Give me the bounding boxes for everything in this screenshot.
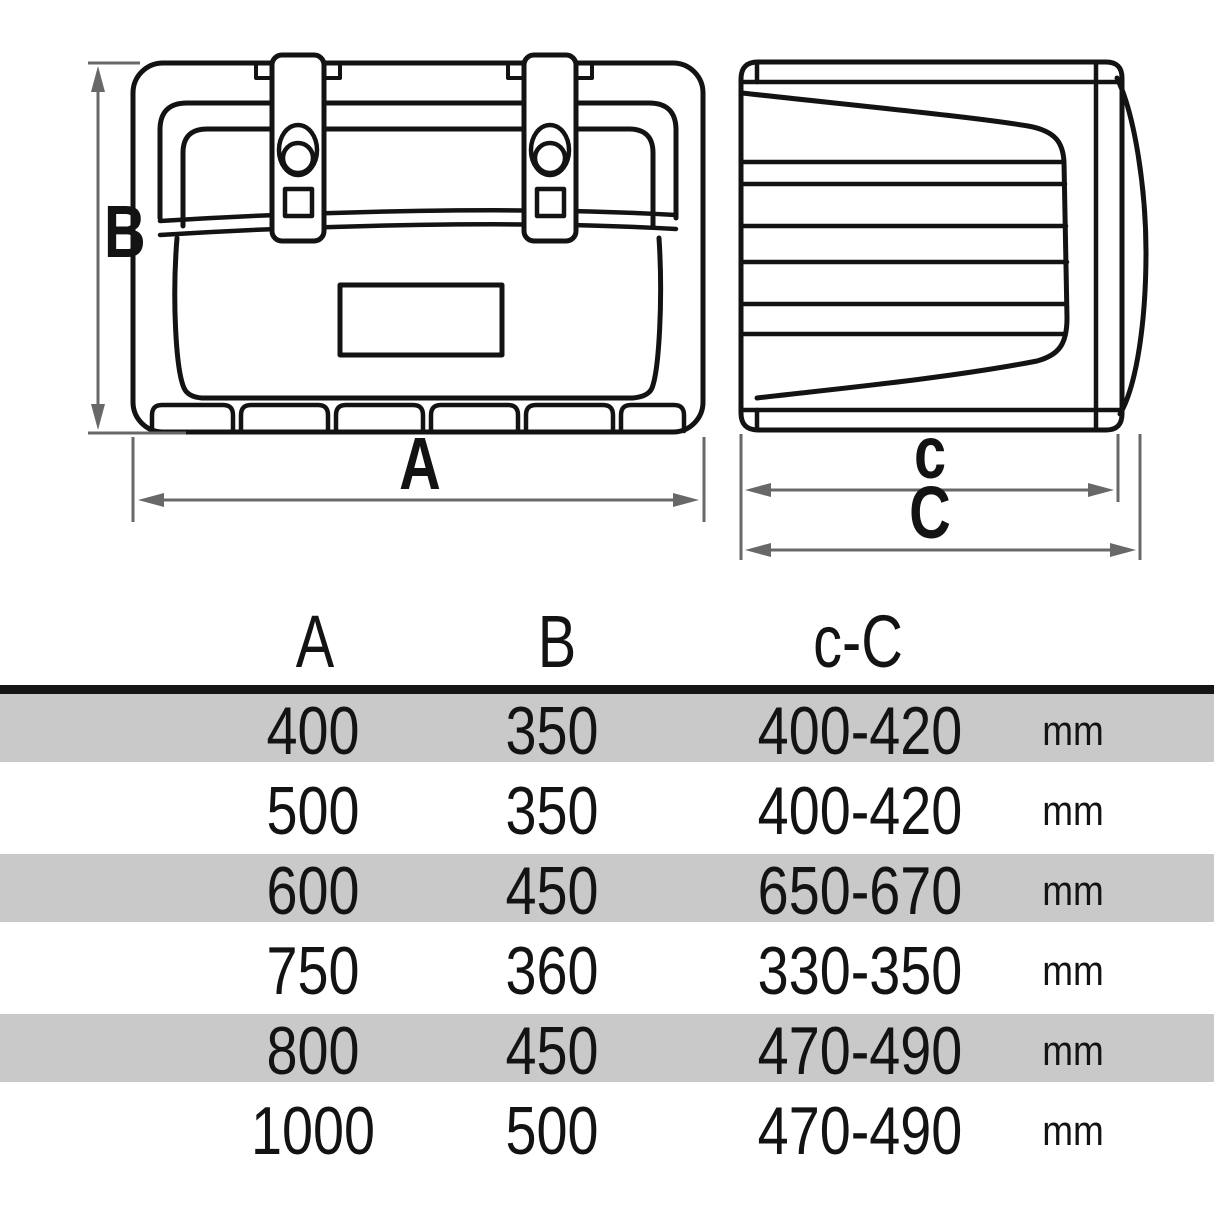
cell-unit: mm	[1042, 787, 1104, 834]
arrowhead	[91, 404, 105, 430]
cell-height: 350	[505, 773, 599, 849]
cell-height: 350	[505, 693, 599, 769]
buckle-square	[537, 189, 564, 216]
arrowhead	[91, 66, 105, 92]
cell-depth-range: 650-670	[757, 853, 963, 929]
cell-depth-range: 400-420	[757, 693, 963, 769]
cell-unit: mm	[1042, 1027, 1104, 1074]
cell-depth-range: 470-490	[757, 1093, 963, 1169]
cell-unit: mm	[1042, 707, 1104, 754]
cell-height: 500	[505, 1093, 599, 1169]
cell-width: 750	[266, 933, 360, 1009]
row-stripe	[0, 1014, 1214, 1082]
cell-height: 450	[505, 1013, 599, 1089]
table-row	[0, 694, 1214, 774]
arrowhead	[673, 493, 699, 507]
cell-width: 800	[266, 1013, 360, 1089]
strap-right	[524, 55, 576, 241]
arrowhead	[1110, 543, 1136, 557]
technical-drawing	[0, 0, 1214, 600]
arrowhead	[745, 483, 771, 497]
outer-depth-dimension-label: C	[909, 472, 951, 555]
cell-width: 500	[266, 773, 360, 849]
table-row	[0, 854, 1214, 934]
table-row	[0, 934, 1214, 1014]
front-view-drawing	[133, 55, 703, 432]
cell-width: 600	[266, 853, 360, 929]
cell-height: 360	[505, 933, 599, 1009]
strap-left	[272, 55, 324, 241]
cell-depth-range: 470-490	[757, 1013, 963, 1089]
cell-width: 400	[266, 693, 360, 769]
arrowhead	[745, 543, 771, 557]
arrowhead	[1088, 483, 1114, 497]
cell-depth-range: 400-420	[757, 773, 963, 849]
row-stripe	[0, 854, 1214, 922]
cell-height: 450	[505, 853, 599, 929]
size-table-header	[0, 598, 1214, 685]
label-plate	[340, 285, 502, 355]
table-row	[0, 774, 1214, 854]
table-row	[0, 1094, 1214, 1174]
buckle-square	[285, 189, 312, 216]
cell-width: 1000	[250, 1093, 376, 1169]
header-col-b: B	[537, 600, 577, 683]
height-dimension-label: B	[104, 191, 146, 274]
cell-unit: mm	[1042, 867, 1104, 914]
cell-unit: mm	[1042, 1107, 1104, 1154]
width-dimension-label: A	[399, 423, 441, 506]
cell-unit: mm	[1042, 947, 1104, 994]
header-col-a: A	[295, 600, 335, 683]
table-row	[0, 1014, 1214, 1094]
cell-depth-range: 330-350	[757, 933, 963, 1009]
row-stripe	[0, 694, 1214, 762]
arrowhead	[138, 493, 164, 507]
side-view-drawing	[741, 62, 1146, 430]
inner-depth-dimension-label: c	[913, 412, 947, 495]
header-separator-line	[0, 685, 1214, 694]
header-col-c: c-C	[813, 600, 903, 683]
front-box-outline	[133, 63, 703, 432]
